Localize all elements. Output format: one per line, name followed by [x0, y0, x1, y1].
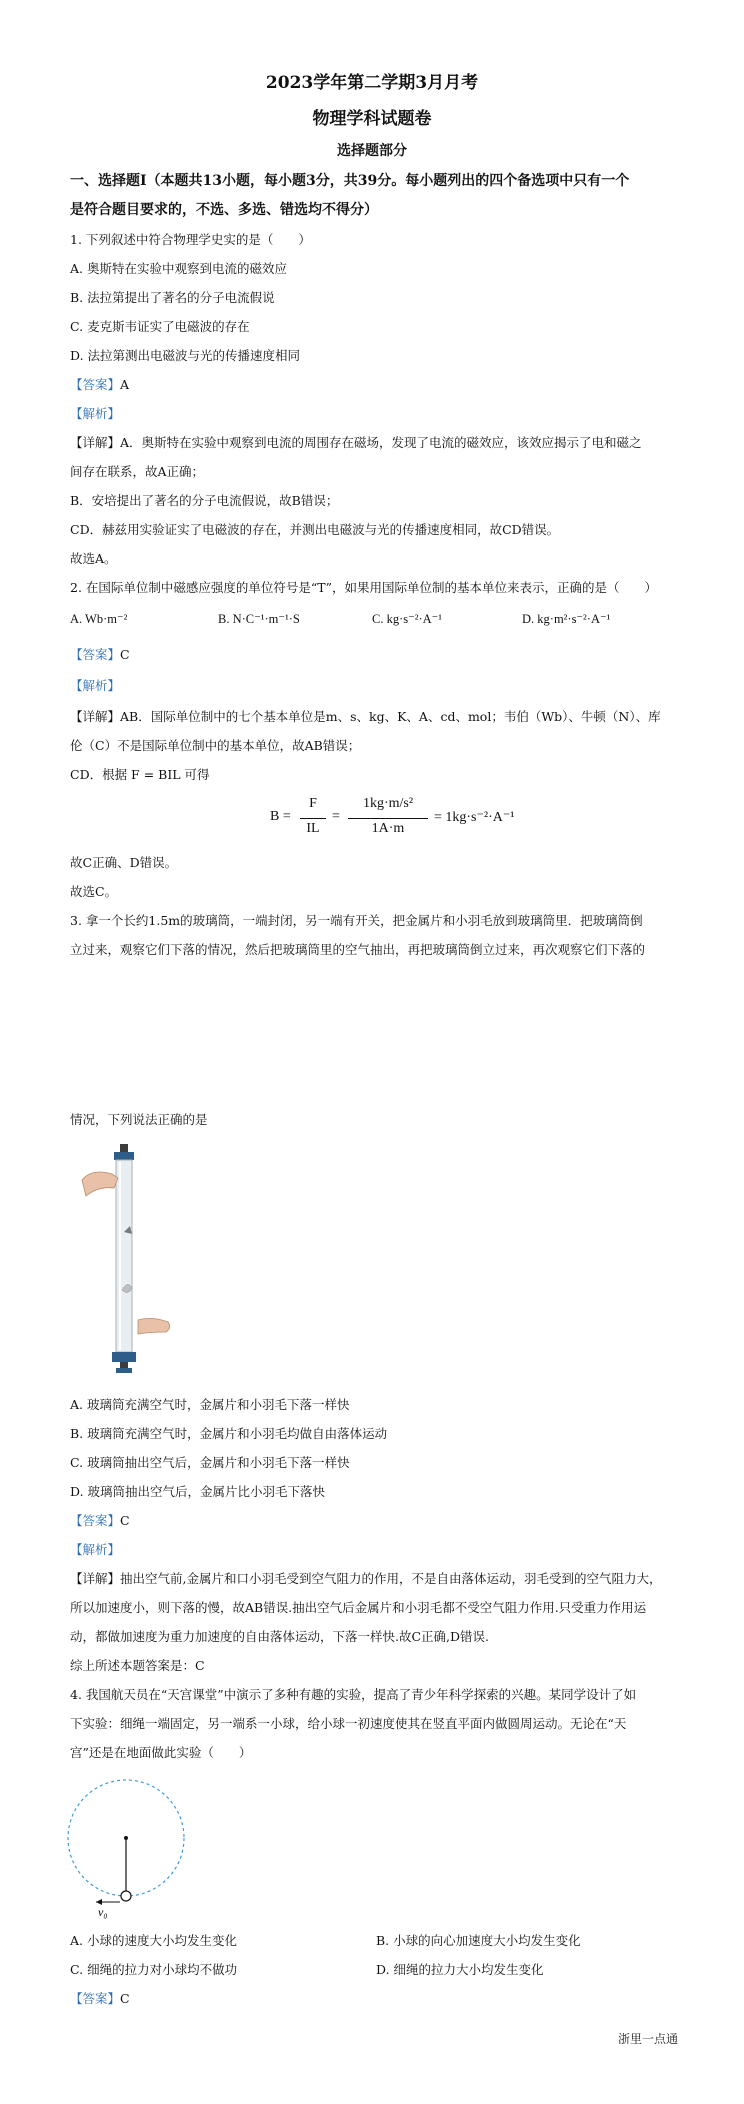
q1-detail [70, 433, 642, 451]
ball [121, 1891, 131, 1901]
q3-detail [70, 1569, 662, 1587]
tube-bottom-cap [112, 1352, 136, 1362]
q1-detail-4: CD．赫兹用实验证实了电磁波的存在，并测出电磁波与光的传播速度相同，故CD错误。 [70, 522, 560, 537]
footer-watermark: 浙里一点通 [617, 2032, 678, 2046]
formula-lhs: B = [270, 809, 291, 824]
q3-option-d: D. 玻璃筒抽出空气后，金属片比小羽毛下落快 [70, 1484, 326, 1499]
lower-hand [138, 1318, 170, 1334]
glass-tube [116, 1160, 132, 1352]
circular-motion-figure [60, 1770, 200, 1920]
part-heading: 选择题部分 [337, 143, 407, 159]
q2-stem: 2. 在国际单位制中磁感应强度的单位符号是“T”，如果用国际单位制的基本单位来表示，正确的是（ ） [70, 580, 658, 595]
q1-option-b: B. 法拉第提出了著名的分子电流假说 [70, 290, 275, 305]
q1-detail-3: B．安培提出了著名的分子电流假说，故B错误； [70, 493, 339, 508]
q3-analysis-tag: 【解析】 [70, 1542, 121, 1557]
q3-detail-3: 动，都做加速度为重力加速度的自由落体运动，下落一样快.故C正确,D错误. [70, 1629, 490, 1644]
q3-option-c: C. 玻璃筒抽出空气后，金属片和小羽毛下落一样快 [70, 1455, 350, 1470]
q2-detail-2: 伦（C）不是国际单位制中的基本单位，故AB错误； [70, 738, 361, 753]
q1-detail-2: 间存在联系，故A正确； [70, 464, 205, 479]
q3-option-a: A. 玻璃筒充满空气时，金属片和小羽毛下落一样快 [70, 1397, 350, 1412]
section-heading: 一、选择题Ⅰ（本题共13小题，每小题3分，共39分。每小题列出的四个备选项中只有一个 [70, 173, 630, 189]
section-heading-cont: 是符合题目要求的，不选、多选、错选均不得分） [70, 202, 378, 218]
q1-conclusion: 故选A。 [70, 551, 117, 566]
answer-value: A [120, 377, 130, 392]
q2-conclusion: 故选C。 [70, 884, 118, 899]
q2-option-c: C. kg·s⁻²·A⁻¹ [372, 612, 442, 626]
q2-option-b: B. N·C⁻¹·m⁻¹·S [218, 612, 300, 626]
detail-tag: 【详解】 [70, 1571, 121, 1586]
q1-stem: 1. 下列叙述中符合物理学史实的是（ ） [70, 232, 311, 247]
q1-option-c: C. 麦克斯韦证实了电磁波的存在 [70, 319, 250, 334]
answer-value: C [120, 1991, 130, 2006]
v0-label: v₀ [98, 1905, 108, 1919]
upper-hand [82, 1172, 118, 1196]
formula-numerator-2: 1kg·m/s² [362, 796, 414, 811]
q3-stem-3: 情况，下列说法正确的是 [70, 1112, 208, 1127]
q1-option-a: A. 奥斯特在实验中观察到电流的磁效应 [70, 261, 287, 276]
q4-option-d: D. 细绳的拉力大小均发生变化 [376, 1962, 544, 1977]
formula-rhs: = 1kg·s⁻²·A⁻¹ [434, 810, 515, 825]
tube-top-valve [120, 1144, 128, 1152]
q2-detail-4: 故C正确、D错误。 [70, 855, 178, 870]
q1-option-d: D. 法拉第测出电磁波与光的传播速度相同 [70, 348, 301, 363]
q4-option-c: C. 细绳的拉力对小球均不做功 [70, 1962, 238, 1977]
q2-option-a: A. Wb·m⁻² [70, 612, 128, 626]
detail-text: A．奥斯特在实验中观察到电流的周围存在磁场，发现了电流的磁效应，该效应揭示了电和磁之 [120, 435, 642, 450]
q3-answer [70, 1511, 130, 1529]
q2-detail [70, 707, 661, 725]
formula-numerator-1: F [309, 796, 317, 811]
q4-option-a: A. 小球的速度大小均发生变化 [70, 1933, 237, 1948]
q3-detail-2: 所以加速度小，则下落的慢，故AB错误.抽出空气后金属片和小羽毛都不受空气阻力作用.只受重力作用运 [70, 1600, 647, 1615]
detail-text: 抽出空气前,金属片和口小羽毛受到空气阻力的作用，不是自由落体运动，羽毛受到的空气阻力大， [120, 1571, 662, 1586]
answer-tag: 【答案】 [70, 1513, 121, 1528]
q1-answer [70, 375, 129, 393]
formula-equals: = [332, 809, 340, 824]
glass-tube-figure [80, 1140, 180, 1380]
q4-stem-2: 下实验：细绳一端固定，另一端系一小球，给小球一初速度使其在竖直平面内做圆周运动。无论在“天 [70, 1716, 627, 1731]
exam-title: 2023学年第二学期3月月考 [265, 73, 479, 93]
q4-stem-3: 宫”还是在地面做此实验（ ） [70, 1745, 252, 1760]
detail-tag: 【详解】 [70, 709, 121, 724]
answer-value: C [120, 647, 130, 662]
q1-analysis-tag: 【解析】 [70, 406, 121, 421]
answer-tag: 【答案】 [70, 377, 121, 392]
q4-answer [70, 1989, 130, 2007]
formula-denominator-2: 1A·m [348, 818, 428, 837]
tube-bottom-knob [116, 1368, 132, 1373]
formula-denominator-1: IL [300, 818, 326, 837]
q2-detail-3: CD．根据 F = BIL 可得 [70, 767, 210, 782]
answer-tag: 【答案】 [70, 647, 121, 662]
detail-tag: 【详解】 [70, 435, 121, 450]
q4-stem: 4. 我国航天员在“天宫课堂”中演示了多种有趣的实验，提高了青少年科学探索的兴趣。某同学设计了如 [70, 1687, 637, 1702]
tube-top-cap [114, 1152, 134, 1160]
q2-answer [70, 645, 130, 663]
q2-analysis-tag: 【解析】 [70, 678, 121, 693]
answer-value: C [120, 1513, 130, 1528]
q4-option-b: B. 小球的向心加速度大小均发生变化 [376, 1933, 581, 1948]
q3-option-b: B. 玻璃筒充满空气时，金属片和小羽毛均做自由落体运动 [70, 1426, 388, 1441]
q3-stem-2: 立过来，观察它们下落的情况，然后把玻璃筒里的空气抽出，再把玻璃筒倒立过来，再次观察它们下落的 [70, 942, 646, 957]
q3-stem: 3. 拿一个长约1.5m的玻璃筒，一端封闭，另一端有开关，把金属片和小羽毛放到玻璃筒里．把玻璃筒倒 [70, 913, 643, 928]
detail-text: AB．国际单位制中的七个基本单位是m、s、kg、K、A、cd、mol；韦伯（Wb）、牛顿（N）、库 [120, 709, 661, 724]
answer-tag: 【答案】 [70, 1991, 121, 2006]
q3-conclusion: 综上所述本题答案是：C [70, 1658, 205, 1673]
exam-subtitle: 物理学科试题卷 [312, 109, 432, 129]
q2-option-d: D. kg·m²·s⁻²·A⁻¹ [522, 612, 611, 626]
tube-bottom-valve [120, 1362, 128, 1368]
